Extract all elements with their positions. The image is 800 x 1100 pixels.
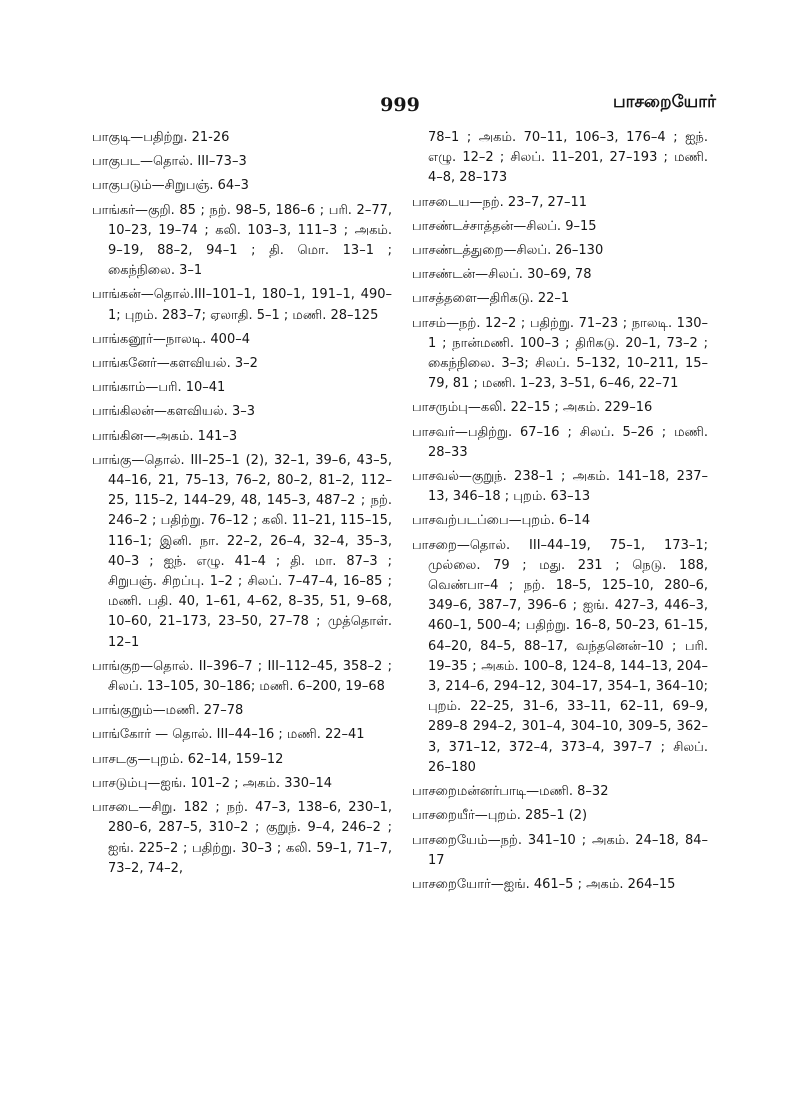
index-entry: பாங்கோர் — தொல். III–44–16 ; மணி. 22–41 <box>92 727 365 743</box>
page-number: 999 <box>380 94 420 116</box>
index-entry: பாசம்—நற். 12–2 ; பதிற்று. 71–23 ; நாலடி. 130–1 ; நான்மணி. 100–3 ; திரிகடு. 20–1, 73–2 ; கைந்நிலை. 3–3; சிலப். 5–132, 10–211, 15–79, 81 ; மணி. 1–23, 3–51, 6–46, 22–71 <box>412 315 708 392</box>
index-entry: பாங்கு—தொல். III–25–1 (2), 32–1, 39–6, 43–5, 44–16, 21, 75–13, 76–2, 80–2, 81–2, 112–25, 115–2, 144–29, 48, 145–3, 487–2 ; நற். 246–2 ; பதிற்று. 76–12 ; கலி. 11–21, 115–15, 116–1; இனி. நா. 22–2, 26–4, 32–4, 35–3, 40–3 ; ஐந். எழு. 41–4 ; தி. மா. 87–3 ; சிறுபஞ். சிறப்பு. 1–2 ; சிலப். 7–47–4, 16–85 ; மணி. பதி. 40, 1–61, 4–62, 8–35, 51, 9–68, 10–60, 21–173, 23–50, 27–78 ; முத்தொள். 12–1 <box>92 452 392 650</box>
index-entry: பாசடும்பு—ஐங். 101–2 ; அகம். 330–14 <box>92 775 333 791</box>
index-entry: பாசறையோர்—ஐங். 461–5 ; அகம். 264–15 <box>412 876 676 892</box>
index-entry: பாங்கன்—தொல்.III–101–1, 180–1, 191–1, 490–1; புறம். 283–7; ஏலாதி. 5–1 ; மணி. 28–125 <box>92 287 392 323</box>
index-entry: பாகுபட—தொல். III–73–3 <box>92 154 247 170</box>
index-entry: பாங்குறும்—மணி. 27–78 <box>92 703 244 719</box>
index-entry: பாகுபடும்—சிறுபஞ். 64–3 <box>92 178 249 194</box>
index-entry: பாசவல்—குறுந். 238–1 ; அகம். 141–18, 237–13, 346–18 ; புறம். 63–13 <box>412 469 708 505</box>
index-entry: பாங்கர்—குறி. 85 ; நற். 98–5, 186–6 ; பரி. 2–77, 10–23, 19–74 ; கலி. 103–3, 111–3 ; அகம். 9–19, 88–2, 94–1 ; தி. மொ. 13–1 ; கைந்நிலை. 3–1 <box>92 202 392 279</box>
right-column <box>412 128 708 899</box>
index-entry: பாசத்தளை—திரிகடு. 22–1 <box>412 291 570 307</box>
index-entry: பாசரும்பு—கலி. 22–15 ; அகம். 229–16 <box>412 400 653 416</box>
index-entry-continued: 78–1 ; அகம். 70–11, 106–3, 176–4 ; ஐந். எழு. 12–2 ; சிலப். 11–201, 27–193 ; மணி. 4–8, 28–173 <box>428 130 708 186</box>
index-entry: பாங்கனேர்—களவியல். 3–2 <box>92 356 258 372</box>
index-entry: பாசவர்—பதிற்று. 67–16 ; சிலப். 5–26 ; மணி. 28–33 <box>412 424 708 460</box>
index-entry: பாங்கனூர்—நாலடி. 400–4 <box>92 331 250 347</box>
index-entry: பாசடைய—நற். 23–7, 27–11 <box>412 194 588 210</box>
left-column <box>92 128 392 883</box>
index-entry: பாசறையீர்—புறம். 285–1 (2) <box>412 808 588 824</box>
index-entry: பாசண்டச்சாத்தன்—சிலப். 9–15 <box>412 218 597 234</box>
index-entry: பாசண்டன்—சிலப். 30–69, 78 <box>412 267 592 283</box>
index-entry: பாசடை—சிறு. 182 ; நற். 47–3, 138–6, 230–1, 280–6, 287–5, 310–2 ; குறுந். 9–4, 246–2 ; ஐங். 225–2 ; பதிற்று. 30–3 ; கலி. 59–1, 71–7, 73–2, 74–2, <box>92 800 392 876</box>
index-entry: பாங்குற—தொல். II–396–7 ; III–112–45, 358–2 ; சிலப். 13–105, 30–186; மணி. 6–200, 19–68 <box>92 658 392 695</box>
index-entry: பாசவற்படப்பை—புறம். 6–14 <box>412 513 591 529</box>
index-entry: பாசறைமன்னர்பாடி—மணி. 8–32 <box>412 784 609 800</box>
index-entry: பாங்கிலன்—களவியல். 3–3 <box>92 404 255 420</box>
index-entry: பாசண்டத்துறை—சிலப். 26–130 <box>412 243 604 259</box>
running-head: பாசறையோர் <box>612 92 716 112</box>
index-entry: பாசறையேம்—நற். 341–10 ; அகம். 24–18, 84–17 <box>412 832 708 868</box>
index-entry: பாசடகு—புறம். 62–14, 159–12 <box>92 751 284 767</box>
index-entry: பாசறை—தொல். III–44–19, 75–1, 173–1; முல்லை. 79 ; மது. 231 ; நெடு. 188, வெண்பா–4 ; நற். 18–5, 125–10, 280–6, 349–6, 387–7, 396–6 ; ஐங். 427–3, 446–3, 460–1, 500–4; பதிற்று. 16–8, 50–23, 61–15, 64–20, 84–5, 88–17, வந்தனென்–10 ; பரி. 19–35 ; அகம். 100–8, 124–8, 144–13, 204–3, 214–6, 294–12, 304–17, 354–1, 364–10; புறம். 22–25, 31–6, 33–11, 62–11, 69–9, 289–8 294–2, 301–4, 304–10, 309–5, 362–3, 371–12, 372–4, 373–4, 397–7 ; சிலப். 26–180 <box>412 537 708 775</box>
index-entry: பாகுடி—பதிற்று. 21-26 <box>92 130 230 145</box>
index-entry: பாங்கின—அகம். 141–3 <box>92 428 238 444</box>
index-entry: பாங்காம்—பரி. 10–41 <box>92 380 226 396</box>
